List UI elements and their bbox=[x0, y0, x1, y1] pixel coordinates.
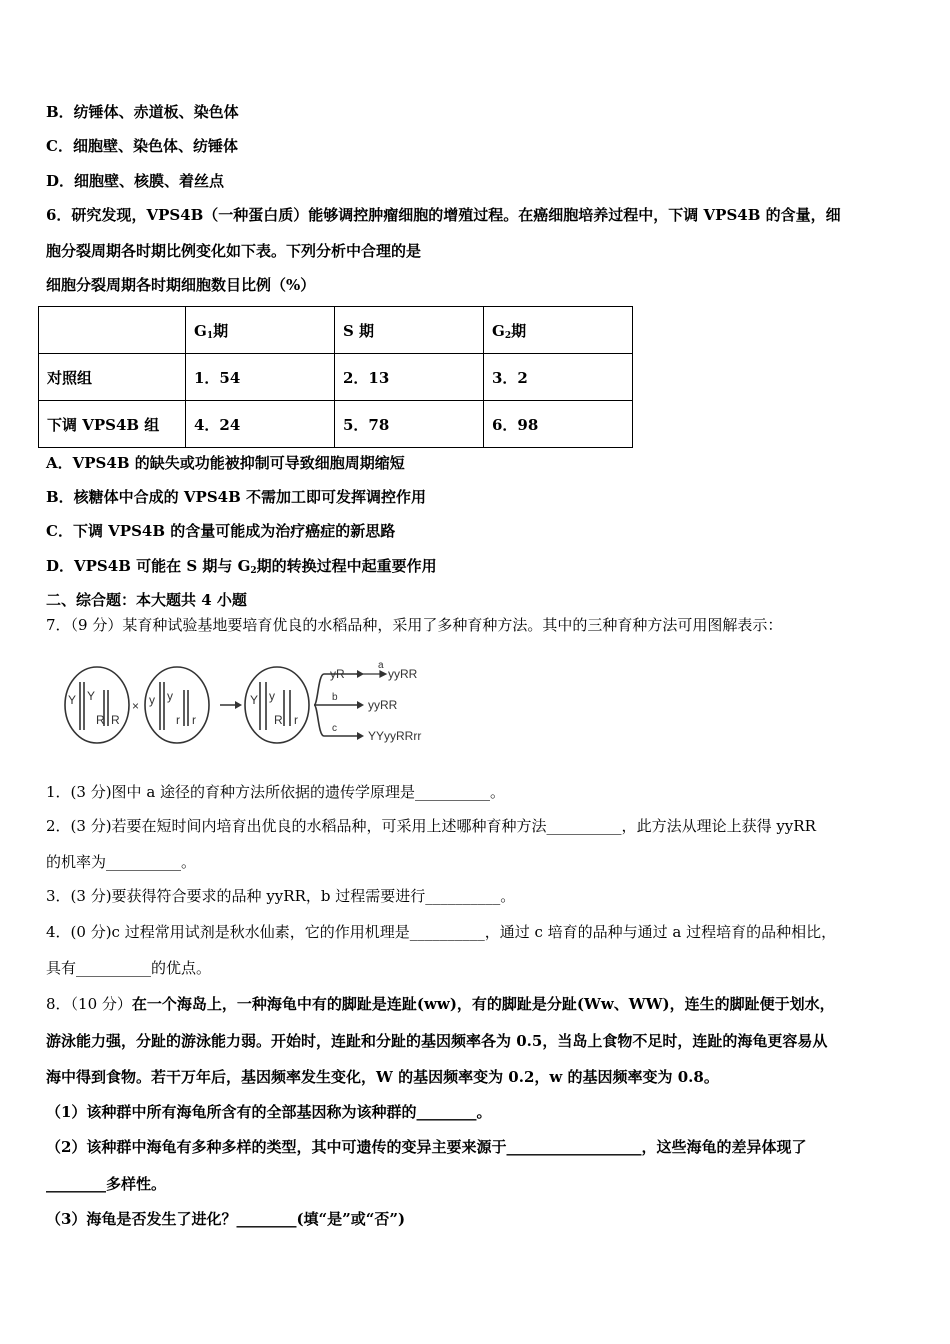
q6-stem-line1: 6．研究发现，VPS4B（一种蛋白质）能够调控肿瘤细胞的增殖过程。在癌细胞培养过程中，下调 VPS4B 的含量，细 bbox=[46, 206, 841, 224]
cell-cycle-table bbox=[38, 306, 633, 448]
branch-c-result: YYyyRRrr bbox=[368, 729, 422, 743]
table-header-empty bbox=[39, 307, 186, 354]
table-cell-g1: 1．54 bbox=[186, 354, 335, 401]
branch-c-label: c bbox=[332, 723, 337, 734]
table-cell-label: 下调 VPS4B 组 bbox=[39, 401, 186, 448]
gene-label: y bbox=[149, 693, 155, 707]
q7-stem: 7．（9 分）某育种试验基地要培育优良的水稻品种，采用了多种育种方法。其中的三种育种方法可用图解表示： bbox=[46, 616, 783, 634]
q8-sub1: （1）该种群中所有海龟所含有的全部基因称为该种群的________。 bbox=[46, 1103, 492, 1121]
branch-a-mid: yR bbox=[330, 667, 345, 681]
gene-label: Y bbox=[87, 689, 96, 703]
gene-label: y bbox=[269, 689, 275, 703]
q7-sub2-line2: 的机率为__________。 bbox=[46, 853, 197, 871]
table-row bbox=[39, 354, 633, 401]
q6-table-caption: 细胞分裂周期各时期细胞数目比例（%） bbox=[46, 276, 316, 294]
table-header-g1: $G_1$期 bbox=[186, 307, 335, 354]
q8-sub2-line1: （2）该种群中海龟有多种多样的类型，其中可遗传的变异主要来源于__________________，这些海龟的差异体现了 bbox=[46, 1138, 807, 1156]
arrow-head bbox=[380, 671, 386, 677]
q5-option-d: D．细胞壁、核膜、着丝点 bbox=[46, 172, 225, 190]
q6-option-d: D．VPS4B 可能在 S 期与 $G_2$期的转换过程中起重要作用 bbox=[46, 557, 437, 576]
arrow-head bbox=[357, 732, 364, 740]
gene-label: Y bbox=[68, 693, 77, 707]
gene-label: y bbox=[167, 689, 173, 703]
q6-option-c: C．下调 VPS4B 的含量可能成为治疗癌症的新思路 bbox=[46, 522, 396, 540]
gene-label: r bbox=[294, 713, 298, 727]
q7-sub1: 1．(3 分)图中 a 途径的育种方法所依据的遗传学原理是__________。 bbox=[46, 783, 506, 801]
q7-sub2-line1: 2．(3 分)若要在短时间内培育出优良的水稻品种，可采用上述哪种育种方法__________，此方法从理论上获得 yyRR bbox=[46, 817, 816, 835]
q7-sub4-line1: 4．(0 分)c 过程常用试剂是秋水仙素，它的作用机理是__________，通过 c 培育的品种与通过 a 过程培育的品种相比， bbox=[46, 923, 837, 941]
table-cell-s: 5．78 bbox=[335, 401, 484, 448]
q6-option-b: B．核糖体中合成的 VPS4B 不需加工即可发挥调控作用 bbox=[46, 488, 426, 506]
table-cell-s: 2．13 bbox=[335, 354, 484, 401]
breeding-diagram bbox=[60, 660, 440, 750]
arrow-head bbox=[357, 701, 364, 709]
table-header-row bbox=[39, 307, 633, 354]
q5-option-c: C．细胞壁、染色体、纺锤体 bbox=[46, 137, 238, 155]
q7-sub4-line2: 具有__________的优点。 bbox=[46, 959, 212, 977]
table-cell-g2: 3．2 bbox=[484, 354, 633, 401]
cross-symbol: × bbox=[132, 699, 140, 713]
gene-label: R bbox=[274, 713, 283, 727]
table-row bbox=[39, 401, 633, 448]
q5-option-b: B．纺锤体、赤道板、染色体 bbox=[46, 103, 239, 121]
gene-label: R bbox=[111, 713, 120, 727]
q8-sub3: （3）海龟是否发生了进化？________(填“是”或“否”) bbox=[46, 1210, 406, 1228]
branch-b-label: b bbox=[332, 692, 338, 703]
table-cell-label: 对照组 bbox=[39, 354, 186, 401]
q8-stem-line1: 8．（10 分）在一个海岛上，一种海龟中有的脚趾是连趾(ww)，有的脚趾是分趾(Ww、WW)，连生的脚趾便于划水， bbox=[46, 995, 835, 1013]
table-header-g2: $G_2$期 bbox=[484, 307, 633, 354]
branch-bracket bbox=[314, 674, 360, 736]
table-cell-g2: 6．98 bbox=[484, 401, 633, 448]
table-cell-g1: 4．24 bbox=[186, 401, 335, 448]
section2-title: 二、综合题：本大题共 4 小题 bbox=[46, 591, 247, 609]
q8-sub2-line2: ________多样性。 bbox=[46, 1175, 167, 1193]
gene-label: r bbox=[192, 713, 196, 727]
gene-label: Y bbox=[250, 693, 259, 707]
gene-label: R bbox=[96, 713, 105, 727]
q8-stem-line3: 海中得到食物。若干万年后，基因频率发生变化，W 的基因频率变为 0.2，w 的基因频率变为 0.8。 bbox=[46, 1068, 719, 1086]
q6-stem-line2: 胞分裂周期各时期比例变化如下表。下列分析中合理的是 bbox=[46, 242, 422, 260]
table-header-s: S 期 bbox=[335, 307, 484, 354]
q6-option-a: A．VPS4B 的缺失或功能被抑制可导致细胞周期缩短 bbox=[46, 454, 405, 472]
branch-a-result: yyRR bbox=[388, 667, 418, 681]
q7-sub3: 3．(3 分)要获得符合要求的品种 yyRR，b 过程需要进行__________。 bbox=[46, 887, 516, 905]
arrow-head bbox=[235, 701, 242, 709]
branch-b-result: yyRR bbox=[368, 698, 398, 712]
gene-label: r bbox=[176, 713, 180, 727]
q8-stem-line2: 游泳能力强，分趾的游泳能力弱。开始时，连趾和分趾的基因频率各为 0.5，当岛上食物不足时，连趾的海龟更容易从 bbox=[46, 1032, 828, 1050]
branch-a-label: a bbox=[378, 660, 384, 671]
